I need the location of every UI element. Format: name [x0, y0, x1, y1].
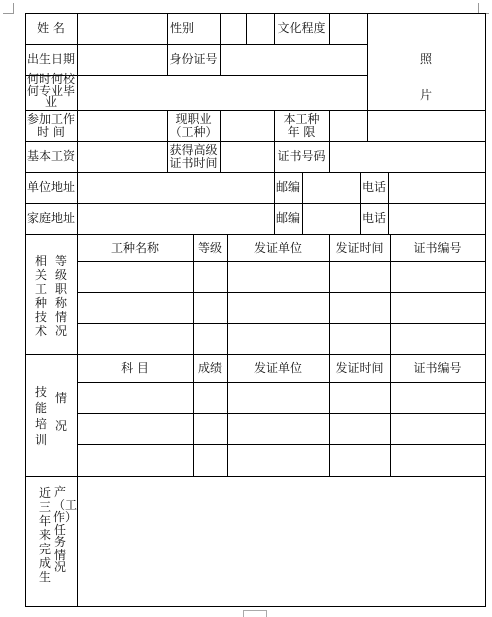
training-header-cert-no: 证书编号 — [413, 361, 462, 375]
training-side-label-col2: 情况 — [54, 391, 67, 433]
cert-number-label: 证书号码 — [277, 149, 326, 163]
name-field[interactable] — [78, 14, 167, 44]
recent-side-label-col1: 近三年来完成生 — [38, 486, 51, 584]
school-label-line3: 业 — [44, 95, 57, 109]
work-start-label-line2: 时 间 — [37, 125, 65, 139]
skills-side-label-col2: 等级职称情况 — [54, 254, 67, 338]
name-label: 姓 名 — [37, 21, 65, 35]
school-label-line1: 何时何校 — [26, 72, 75, 86]
training-header-subject: 科 目 — [121, 361, 149, 375]
cert-time-label-line1: 获得高级 — [169, 143, 218, 157]
job-years-label-line1: 本工种 — [283, 112, 320, 126]
training-header-issuer: 发证单位 — [253, 361, 302, 375]
school-label-line2: 何专业毕 — [26, 84, 75, 98]
salary-label: 基本工资 — [26, 149, 75, 163]
skills-side-label-col1: 相关工种技术 — [34, 254, 47, 338]
current-job-label-line2: （工种） — [169, 125, 218, 139]
postcode-label: 邮编 — [275, 180, 300, 194]
recent-tasks-field[interactable] — [78, 477, 485, 606]
work-start-label-line1: 参加工作 — [26, 112, 75, 126]
skills-header-cert-no: 证书编号 — [413, 241, 462, 255]
birth-date-label: 出生日期 — [26, 52, 75, 66]
training-side-label-col1: 技能培训 — [34, 385, 47, 447]
photo-label-bottom: 片 — [419, 88, 432, 102]
job-years-label-line2: 年 限 — [287, 125, 316, 139]
education-label: 文化程度 — [277, 21, 326, 35]
id-number-label: 身份证号 — [169, 52, 218, 66]
recent-side-label-col2: 产（工作）任务情况 — [53, 485, 78, 574]
employer-address-label: 单位地址 — [26, 180, 75, 194]
skills-header-level: 等级 — [197, 241, 222, 255]
current-job-label-line1: 现职业 — [175, 112, 212, 126]
skills-header-issuer: 发证单位 — [253, 241, 302, 255]
postcode-label-home: 邮编 — [275, 211, 300, 225]
training-header-issue-time: 发证时间 — [335, 361, 384, 375]
photo-label-top: 照 — [419, 52, 432, 66]
training-header-score: 成绩 — [197, 361, 222, 375]
page-break-marker — [243, 610, 267, 617]
phone-label-home: 电话 — [361, 211, 386, 225]
skills-header-issue-time: 发证时间 — [335, 241, 384, 255]
cert-time-label-line2: 证书时间 — [169, 156, 218, 170]
phone-label: 电话 — [361, 180, 386, 194]
home-address-label: 家庭地址 — [26, 211, 75, 225]
skills-header-trade: 工种名称 — [110, 241, 159, 255]
gender-label: 性别 — [170, 21, 195, 35]
